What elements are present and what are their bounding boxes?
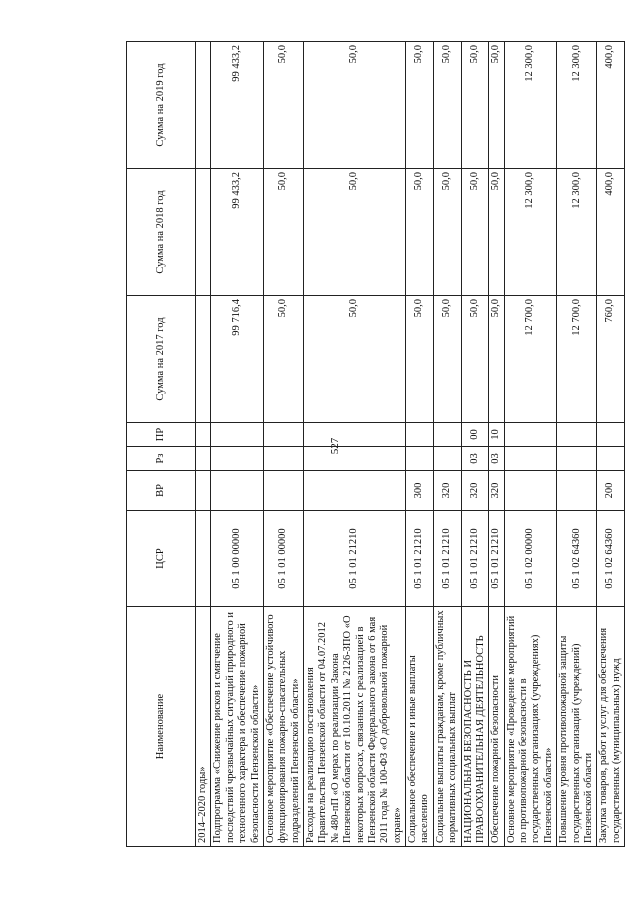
cell-s2017: 50,0 xyxy=(489,296,504,423)
cell-s2017: 12 700,0 xyxy=(557,296,597,423)
cell-csr: 05 1 01 21210 xyxy=(406,511,434,607)
cell-vr xyxy=(211,471,264,511)
cell-s2019: 50,0 xyxy=(263,42,303,169)
cell-s2019: 50,0 xyxy=(406,42,434,169)
header-sum-2019: Сумма на 2019 год xyxy=(127,42,196,169)
header-pr: ПР xyxy=(127,423,196,447)
cell-s2017: 99 716,4 xyxy=(211,296,264,423)
cell-vr: 320 xyxy=(433,471,461,511)
cell-csr: 05 1 01 21210 xyxy=(304,511,406,607)
cell-csr: 05 1 01 00000 xyxy=(263,511,303,607)
cell-pr xyxy=(433,423,461,447)
cell-vr: 300 xyxy=(406,471,434,511)
cell-s2019 xyxy=(196,42,211,169)
cell-s2017: 50,0 xyxy=(433,296,461,423)
cell-s2018: 50,0 xyxy=(263,169,303,296)
cell-rz: 03 xyxy=(489,447,504,471)
cell-pr xyxy=(597,423,625,447)
cell-s2019: 12 300,0 xyxy=(557,42,597,169)
cell-vr xyxy=(504,471,557,511)
cell-rz xyxy=(557,447,597,471)
cell-s2018: 400,0 xyxy=(597,169,625,296)
cell-s2019: 400,0 xyxy=(597,42,625,169)
cell-csr: 05 1 02 64360 xyxy=(557,511,597,607)
cell-name: Закупка товаров, работ и услуг для обеспечения государственных (муниципальных) нужд xyxy=(597,607,625,847)
cell-s2019: 99 433,2 xyxy=(211,42,264,169)
cell-rz xyxy=(433,447,461,471)
cell-s2018 xyxy=(196,169,211,296)
cell-pr xyxy=(263,423,303,447)
cell-s2019: 50,0 xyxy=(433,42,461,169)
table-row xyxy=(489,42,504,847)
cell-name: 2014–2020 годы» xyxy=(196,607,211,847)
cell-vr xyxy=(304,471,406,511)
header-row xyxy=(127,42,196,847)
table-row xyxy=(557,42,597,847)
cell-vr: 320 xyxy=(489,471,504,511)
cell-pr: 00 xyxy=(461,423,489,447)
cell-s2019: 12 300,0 xyxy=(504,42,557,169)
cell-csr xyxy=(196,511,211,607)
cell-s2018: 50,0 xyxy=(304,169,406,296)
cell-s2018: 12 300,0 xyxy=(557,169,597,296)
table-row xyxy=(304,42,406,847)
header-name: Наименование xyxy=(127,607,196,847)
cell-s2018: 50,0 xyxy=(433,169,461,296)
header-csr: ЦСР xyxy=(127,511,196,607)
cell-name: Подпрограмма «Снижение рисков и смягчение последствий чрезвычайных ситуаций природного и техногенного характера и обеспечение пожарной безопасности Пензенской области» xyxy=(211,607,264,847)
cell-s2018: 12 300,0 xyxy=(504,169,557,296)
cell-rz xyxy=(196,447,211,471)
budget-table xyxy=(126,41,625,847)
cell-s2018: 50,0 xyxy=(461,169,489,296)
cell-rz xyxy=(211,447,264,471)
cell-vr xyxy=(196,471,211,511)
header-sum-2018: Сумма на 2018 год xyxy=(127,169,196,296)
table-row xyxy=(196,42,211,847)
table-row xyxy=(461,42,489,847)
cell-rz xyxy=(597,447,625,471)
cell-name: НАЦИОНАЛЬНАЯ БЕЗОПАСНОСТЬ И ПРАВООХРАНИТЕЛЬНАЯ ДЕЯТЕЛЬНОСТЬ xyxy=(461,607,489,847)
cell-s2017: 50,0 xyxy=(406,296,434,423)
cell-s2018: 50,0 xyxy=(489,169,504,296)
cell-csr: 05 1 02 64360 xyxy=(597,511,625,607)
table-row xyxy=(504,42,557,847)
cell-s2017: 50,0 xyxy=(461,296,489,423)
cell-csr: 05 1 02 00000 xyxy=(504,511,557,607)
table-row xyxy=(263,42,303,847)
cell-rz xyxy=(504,447,557,471)
cell-s2017 xyxy=(196,296,211,423)
cell-vr xyxy=(557,471,597,511)
cell-vr: 320 xyxy=(461,471,489,511)
header-vr: ВР xyxy=(127,471,196,511)
cell-name: Социальное обеспечение и иные выплаты населению xyxy=(406,607,434,847)
table-row xyxy=(597,42,625,847)
cell-name: Основное мероприятие «Обеспечение устойчивого функционирования пожарно-спасательных подразделений Пензенской области» xyxy=(263,607,303,847)
rotated-table-container xyxy=(126,43,622,847)
cell-s2019: 50,0 xyxy=(304,42,406,169)
cell-pr xyxy=(211,423,264,447)
cell-csr: 05 1 01 21210 xyxy=(461,511,489,607)
cell-csr: 05 1 01 21210 xyxy=(433,511,461,607)
cell-vr xyxy=(263,471,303,511)
cell-rz xyxy=(263,447,303,471)
cell-s2017: 50,0 xyxy=(304,296,406,423)
table-row xyxy=(406,42,434,847)
cell-pr: 10 xyxy=(489,423,504,447)
header-sum-2017: Сумма на 2017 год xyxy=(127,296,196,423)
cell-s2018: 50,0 xyxy=(406,169,434,296)
cell-pr xyxy=(557,423,597,447)
cell-s2017: 760,0 xyxy=(597,296,625,423)
cell-s2019: 50,0 xyxy=(489,42,504,169)
cell-name: Расходы на реализацию постановления Правительства Пензенской области от 04.07.2012 № 480-пП «О мерах по реализации Закона Пензенской области от 10.10.2011 № 2126-ЗПО «О некоторых вопросах, связанных с реализацией в Пензенской области Федерального закона от 6 мая 2011 года № 100-ФЗ «О добровольной пожарной охране» xyxy=(304,607,406,847)
cell-rz xyxy=(304,447,406,471)
cell-name: Основное мероприятие «Проведение мероприятий по противопожарной безопасности в государственных организациях (учреждениях) Пензенской области» xyxy=(504,607,557,847)
cell-name: Повышение уровня противопожарной защиты государственных организаций (учреждений) Пензенской области xyxy=(557,607,597,847)
table-row xyxy=(211,42,264,847)
page-number: 527 xyxy=(329,437,341,455)
cell-csr: 05 1 00 00000 xyxy=(211,511,264,607)
cell-pr xyxy=(304,423,406,447)
cell-vr: 200 xyxy=(597,471,625,511)
cell-pr xyxy=(196,423,211,447)
cell-s2017: 50,0 xyxy=(263,296,303,423)
cell-s2018: 99 433,2 xyxy=(211,169,264,296)
cell-name: Обеспечение пожарной безопасности xyxy=(489,607,504,847)
cell-s2019: 50,0 xyxy=(461,42,489,169)
cell-rz xyxy=(406,447,434,471)
cell-csr: 05 1 01 21210 xyxy=(489,511,504,607)
cell-name: Социальные выплаты гражданам, кроме публичных нормативных социальных выплат xyxy=(433,607,461,847)
cell-pr xyxy=(406,423,434,447)
cell-pr xyxy=(504,423,557,447)
cell-rz: 03 xyxy=(461,447,489,471)
header-rz: Рз xyxy=(127,447,196,471)
table-row xyxy=(433,42,461,847)
cell-s2017: 12 700,0 xyxy=(504,296,557,423)
